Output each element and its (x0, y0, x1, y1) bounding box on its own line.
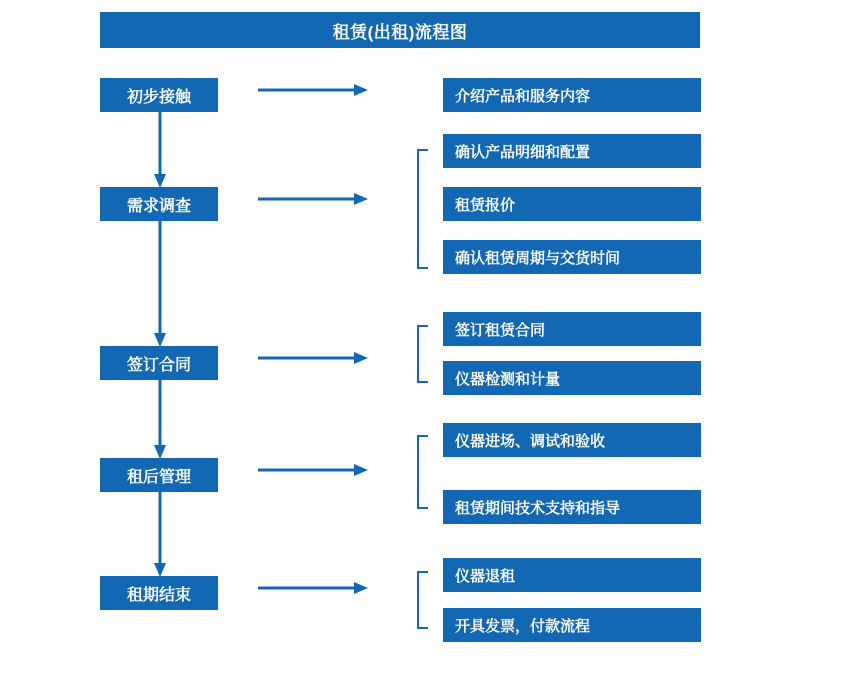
detail-box-4-2[interactable]: 租赁期间技术支持和指导 (443, 490, 701, 524)
detail-box-5-1[interactable]: 仪器退租 (443, 558, 701, 592)
stage-box-2[interactable]: 需求调查 (100, 187, 218, 221)
bracket-group-3 (414, 324, 430, 384)
detail-box-1-1[interactable]: 介绍产品和服务内容 (443, 78, 701, 112)
arrow-down-4 (152, 492, 166, 577)
bracket-group-4 (414, 434, 430, 510)
arrow-right-4 (258, 462, 368, 476)
arrow-right-5 (258, 580, 368, 594)
bracket-group-5 (414, 570, 430, 630)
detail-box-4-1[interactable]: 仪器进场、调试和验收 (443, 423, 701, 457)
arrow-right-3 (258, 350, 368, 364)
arrow-down-3 (152, 380, 166, 459)
detail-box-3-1[interactable]: 签订租赁合同 (443, 312, 701, 346)
detail-box-3-2[interactable]: 仪器检测和计量 (443, 361, 701, 395)
arrow-right-1 (258, 82, 368, 96)
detail-box-2-2[interactable]: 租赁报价 (443, 187, 701, 221)
arrow-down-1 (152, 112, 166, 188)
stage-box-5[interactable]: 租期结束 (100, 576, 218, 610)
detail-box-5-2[interactable]: 开具发票，付款流程 (443, 608, 701, 642)
stage-box-4[interactable]: 租后管理 (100, 458, 218, 492)
detail-box-2-3[interactable]: 确认租赁周期与交货时间 (443, 240, 701, 274)
stage-box-3[interactable]: 签订合同 (100, 346, 218, 380)
bracket-group-2 (414, 148, 430, 270)
detail-box-2-1[interactable]: 确认产品明细和配置 (443, 134, 701, 168)
arrow-right-2 (258, 191, 368, 205)
page-title: 租赁(出租)流程图 (100, 12, 700, 48)
arrow-down-2 (152, 221, 166, 347)
stage-box-1[interactable]: 初步接触 (100, 78, 218, 112)
